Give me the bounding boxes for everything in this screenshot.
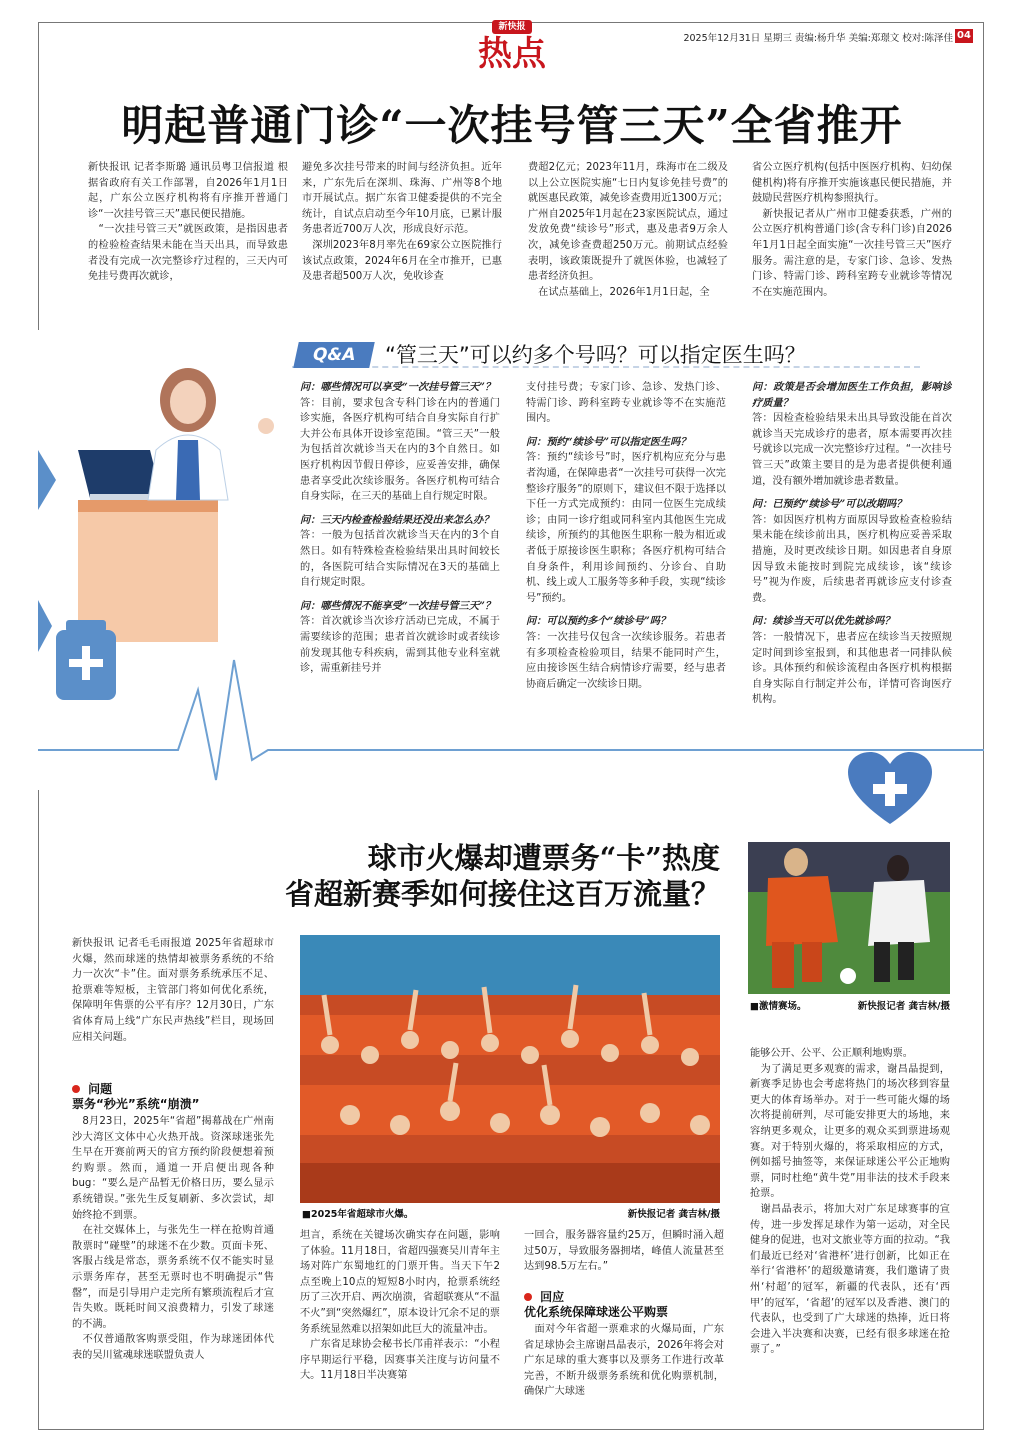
qa-answer: 答：一般为包括首次就诊当天在内的3个自然日。如有特殊检查检验结果出具时间较长的，各医院可结合实际情况在3天的基础上自行规定时限。 [300, 530, 500, 589]
article2-col3-top: 一回合，服务器容量约25万，但瞬时涌入超过50万，导致服务器拥堵，峰值人流量甚至达到98.5万左右。” [524, 1230, 724, 1273]
qa-item [526, 435, 726, 607]
qa-question: 问：三天内检查检验结果还没出来怎么办？ [300, 513, 494, 526]
qa-question: 问：续诊当天可以优先就诊吗？ [752, 615, 895, 628]
qa-item [752, 380, 952, 489]
qa-col1 [300, 380, 500, 780]
section-title: 热点 [478, 34, 546, 74]
qa-badge [293, 342, 375, 368]
qa-question: 问：预约“续诊号”可以指定医生吗？ [526, 435, 691, 448]
qa-item [752, 497, 952, 606]
section-response-label: 回应 [540, 1290, 565, 1304]
section-response-heading: 优化系统保障球迷公平购票 [524, 1305, 669, 1319]
qa-question: 问：哪些情况可以享受“一次挂号管三天”？ [300, 381, 496, 393]
article2-title-line2: 省超新赛季如何接住这百万流量？ [284, 877, 720, 911]
brand-name: 新快报 [498, 22, 526, 32]
qa-badge-text: Q&A [310, 345, 358, 365]
qa-answer: 答：目前，要求包含专科门诊在内的普通门诊实施，各医疗机构可结合自身实际自行扩大并公布具体开设诊室范围。“管三天”一般为包括首次就诊当天在内的3个自然日。如医疗机构因节假日停诊，应妥善安排，确保患者享受此次续诊服务。各医疗机构可结合自身实际，在三天的基础上自行规定时限。 [300, 397, 500, 503]
crowd-photo-caption [302, 1206, 720, 1220]
crowd-photo-credit: 新快报记者 龚吉林/摄 [627, 1209, 720, 1220]
article2-col3-body: 面对今年省超一票难求的火爆局面，广东省足球协会主席谢昌晶表示，2026年将会对广东足球的重大赛事以及票务工作进行改革完善，不断升级票务系统和优化购票机制，确保广大球迷 [524, 1324, 724, 1398]
qa-question: 问：可以预约多个“续诊号”吗？ [526, 615, 671, 628]
match-photo-credit: 新快报记者 龚吉林/摄 [857, 1001, 950, 1012]
match-photo-caption-text: ■激情赛场。 [750, 1001, 807, 1012]
article2-title-line1: 球市火爆却遭票务“卡”热度 [367, 841, 720, 875]
qa-question: 问：哪些情况不能享受“一次挂号管三天”？ [300, 599, 496, 612]
article1-col1: 新快报讯 记者李斯璐 通讯员粤卫信报道 根据省政府有关工作部署，自2026年1月1日起，广东公立医疗机构将有序推开普通门诊“一次挂号管三天”惠民便民措施。 “一次挂号管三天”就医政策，是指因患者的检验检查结果未能在当天出具，而导致患者没有完成一次完整诊疗过程的，三天内可免挂号费再次就诊， [88, 162, 288, 283]
qa-answer: 答：首次就诊当次诊疗活动已完成，不属于需要续诊的范围；患者首次就诊时或者续诊前发现其他专科疾病，需到其他专业科室就诊，需重新挂号并 [300, 616, 500, 675]
qa-item [526, 614, 726, 692]
qa-item [300, 513, 500, 591]
crowd-photo [300, 935, 720, 1203]
page-number-text: 04 [957, 30, 971, 41]
qa-answer: 答：因检查检验结果未出具导致没能在首次就诊当天完成诊疗的患者，原本需要再次挂号就诊以完成一次完整诊疗过程。“一次挂号管三天”政策主要目的是为患者提供便利通道，没有额外增加就诊患者数量。 [752, 413, 952, 487]
article2-col2: 坦言，系统在关键场次确实存在问题，影响了体验。11月18日，省超四强赛吴川青年主场对阵广东蜀地红的门票开售。当天下午2点至晚上10点的短短8小时内，抢票系统经历了三次开启、两次崩溃，省超联赛从“不温不火”到“突然爆红”，原本设计冗余不足的票务系统显然难以招架如此巨大的流量冲击。 广东省足球协会秘书长邝甫祥表示：“小程序早期运行平稳，因赛事关注度与访问量不大。11月18日半决赛第 [300, 1230, 500, 1382]
article1-title: 明起普通门诊“一次挂号管三天”全省推开 [121, 101, 903, 150]
section-problem-label: 问题 [88, 1082, 113, 1096]
red-dot-icon [72, 1085, 80, 1093]
qa-question: 问：政策是否会增加医生工作负担，影响诊疗质量？ [752, 381, 952, 409]
article1-col3: 费超2亿元；2023年11月，珠海市在二级及以上公立医院实施“七日内复诊免挂号费”的就医惠民政策，减免诊查费用近1300万元；广州自2025年1月起在23家医院试点，通过发放免费“续诊号”形式，惠及患者9万余人次，减免诊查费超250万元。前期试点经验表明，该政策既提升了就医体验，也减轻了患者经济负担。 在试点基础上，2026年1月1日起，全 [528, 162, 728, 298]
article2-intro: 新快报讯 记者毛毛雨报道 2025年省超球市火爆，然而球迷的热情却被票务系统的不给力一次次“卡”住。面对票务系统承压不足、抢票难等短板，主管部门将如何优化系统，保障明年售票的公平有序？12月30日，广东省体育局上线“广东民声热线”栏目，现场回应相关问题。 [72, 938, 274, 1043]
match-photo-caption [750, 998, 950, 1012]
article1-col2: 避免多次挂号带来的时间与经济负担。近年来，广东先后在深圳、珠海、广州等8个地市开展试点。据广东省卫健委提供的不完全统计，自试点启动至今年10月底，已累计服务患者近700万人次，形成良好示范。 深圳2023年8月率先在69家公立医院推行该试点政策，2024年6月在全市推开，已惠及患者超500万人次，免收诊查 [302, 162, 502, 283]
qa-answer: 支付挂号费；专家门诊、急诊、发热门诊、特需门诊、跨科室跨专业就诊等不在实施范围内。 [526, 382, 726, 425]
header-meta: 2025年12月31日 星期三 责编:杨升华 美编:郑璟文 校对:陈泽佳 [683, 33, 953, 44]
crowd-photo-caption-text: ■2025年省超球市火爆。 [302, 1209, 414, 1220]
red-dot-icon [524, 1293, 532, 1301]
qa-col3 [752, 380, 952, 780]
qa-question: 问：已预约“续诊号”可以改期吗？ [752, 498, 907, 511]
section-problem-heading: 票务“秒光”系统“崩溃” [72, 1097, 200, 1111]
qa-answer: 答：一般情况下，患者应在续诊当天按照规定时间到诊室报到，和其他患者一同排队候诊。具体预约和候诊流程由各医疗机构根据自身实际自行制定并公布，详情可咨询医疗机构。 [752, 631, 952, 706]
qa-item [752, 614, 952, 708]
qa-answer: 答：预约“续诊号”时，医疗机构应充分与患者沟通，在保障患者“一次挂号可获得一次完整诊疗服务”的原则下，建议但不限于选择以下任一方式完成预约：由同一位医生完成续诊；由同一诊疗组或同科室内其他医生完成续诊，所预约的其他医生职称一般为相近或者低于原接诊医生职称；各医疗机构可结合自身条件，利用诊间预约、分诊台、自助机、线上或人工服务等多种手段，实现“续诊号”预约。 [526, 452, 726, 604]
qa-item [300, 380, 500, 505]
qa-answer: 答：一次挂号仅包含一次续诊服务。若患者有多项检查检验项目，结果不能同时产生，应由接诊医生结合病情诊疗需要，经与患者协商后确定一次续诊日期。 [526, 631, 726, 690]
qa-title: “管三天”可以约多个号吗？可以指定医生吗？ [385, 343, 806, 367]
qa-col2 [526, 380, 726, 780]
qa-item [526, 380, 726, 427]
article2-col1-body: 8月23日，2025年“省超”揭幕战在广州南沙大湾区文体中心火热开战。资深球迷张先生早在开赛前两天的官方预约阶段便想着预约购票。然而，通道一开启便出现各种bug：“要么是产品暂无价格日历，要么显示系统错误。”张先生反复刷新、多次尝试，却始终抢不到票。 在社交媒体上，与张先生一样在抢购首通散票时“碰壁”的球迷不在少数。页面卡死、客服占线是常态，票务系统不仅不能实时显示票务库存，甚至无票时也不明确提示“售罄”，而是引导用户走完所有繁琐流程后才宣告失败。既耗时间又浪费精力，引发了球迷的不满。 不仅普通散客购票受阻，作为球迷团体代表的吴川鲨魂球迷联盟负责人 [72, 1116, 274, 1361]
match-photo [748, 842, 950, 994]
qa-answer: 答：如因医疗机构方面原因导致检查检验结果未能在续诊前出具，医疗机构应妥善采取措施，及时更改续诊日期。如因患者自身原因导致未能按时到院完成续诊，该“续诊号”视为作废，后续患者再就诊应支付诊查费。 [752, 514, 952, 604]
page-number [955, 29, 973, 43]
article1-col4: 省公立医疗机构(包括中医医疗机构、妇幼保健机构)将有序推开实施该惠民便民措施，并鼓励民营医疗机构参照执行。 新快报记者从广州市卫健委获悉，广州的公立医疗机构普通门诊(含专科门诊)自2026年1月1日起全面实施“一次挂号管三天”医疗服务。需注意的是，专家门诊、急诊、发热门诊、特需门诊、跨科室跨专业就诊等情况不在实施范围内。 [752, 162, 952, 298]
article2-col4: 能够公开、公平、公正顺利地购票。 为了满足更多观赛的需求，谢昌晶提到，新赛季足协也会考虑将热门的场次移到容量更大的体育场举办。对于一些可能火爆的场次将提前研判，尽可能安排更大的场地，来容纳更多观众，让更多的观众买到票进场观赛。对于特别火爆的，将采取相应的方式，例如摇号抽签等，来保证球迷公平公正地购票，同时杜绝“黄牛党”用非法的技术手段来抢票。 谢昌晶表示，将加大对广东足球赛事的宣传，进一步发挥足球作为第一运动，对全民健身的促进，也对文旅业等方面的拉动。“我们最近已经对‘省港杯’进行创新，比如正在举行‘省港杯’的超级邀请赛，我们邀请了贵州‘村超’的冠军，新疆的代表队，还有‘西甲’的冠军，‘省超’的冠军以及香港、澳门的代表队，也受到了广大球迷的热捧，近日将会进入半决赛和决赛，已经有很多球迷在抢票了。” [750, 1048, 950, 1356]
brand-tag [492, 20, 532, 34]
qa-item [300, 599, 500, 677]
heart-plus-icon [848, 752, 932, 826]
